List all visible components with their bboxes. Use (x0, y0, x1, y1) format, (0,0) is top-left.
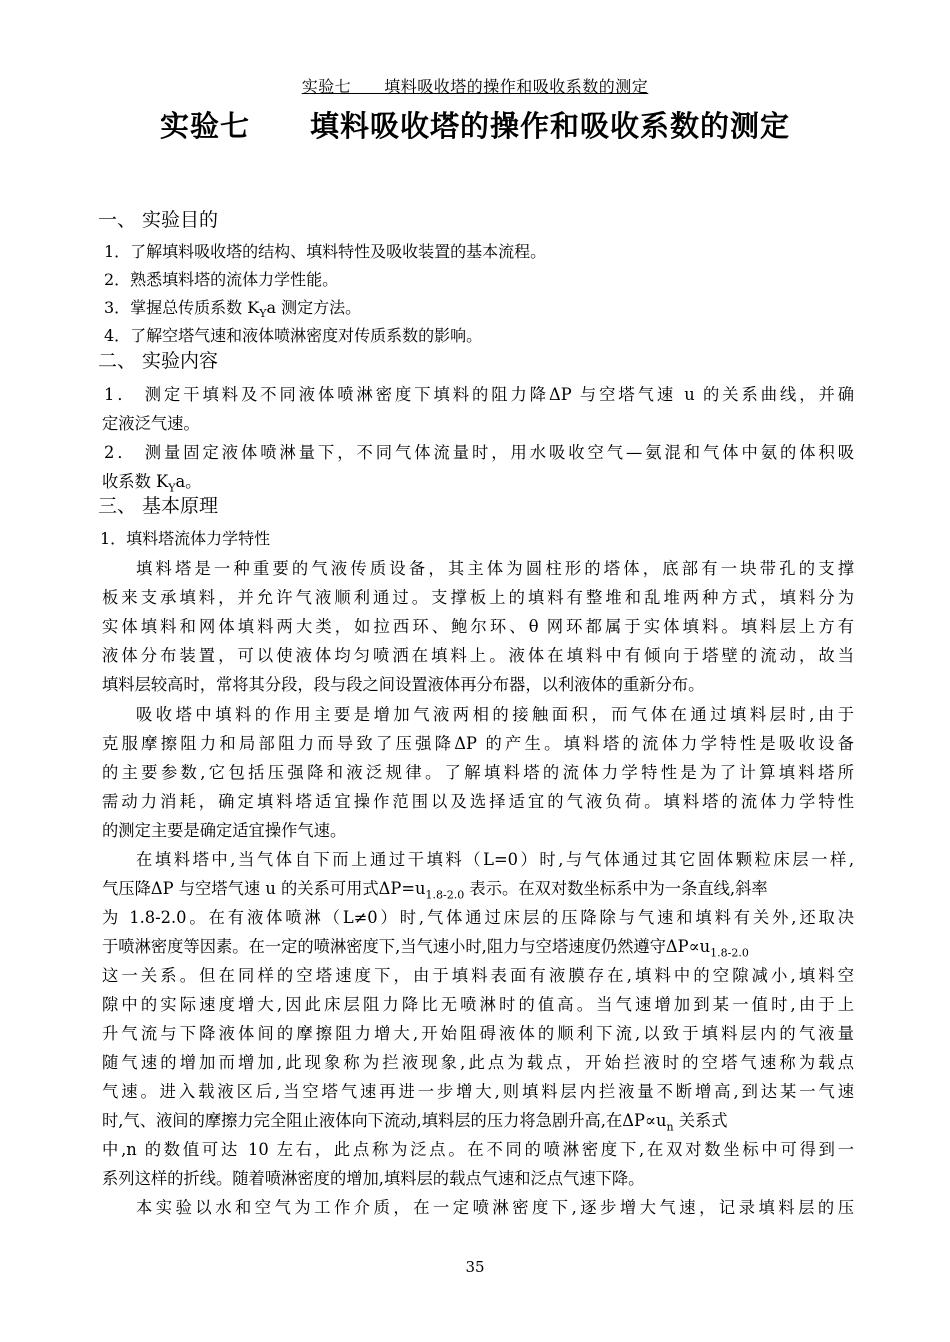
paragraph-line: 这一关系。但在同样的空塔速度下，由于填料表面有液膜存在,填料中的空隙减小,填料空 (102, 966, 854, 985)
paragraph-line: 板来支承填料，并允许气液顺利通过。支撑板上的填料有整堆和乱堆两种方式，填料分为 (102, 588, 854, 607)
paragraph-line: 填料塔是一种重要的气液传质设备，其主体为圆柱形的塔体，底部有一块带孔的支撑 (136, 559, 854, 578)
page-title: 实验七 填料吸收塔的操作和吸收系数的测定 (159, 109, 790, 143)
paragraph-line: 的主要参数,它包括压强降和液泛规律。了解填料塔的流体力学特性是为了计算填料塔所 (102, 763, 854, 782)
paragraph-line: 升气流与下降液体间的摩擦阻力增大,开始阻碍液体的顺利下流,以致于填料层内的气液量 (102, 1024, 854, 1043)
paragraph-line: 在填料塔中,当气体自下而上通过干填料（L=0）时,与气体通过其它固体颗粒床层一样, (136, 850, 854, 869)
paragraph-line: 本实验以水和空气为工作介质，在一定喷淋密度下,逐步增大气速，记录填料层的压 (136, 1198, 854, 1217)
objective-item: 1．了解填料吸收塔的结构、填料特性及吸收装置的基本流程。 (104, 242, 547, 261)
subsection-heading: 1．填料塔流体力学特性 (100, 529, 271, 548)
objective-item: 2．熟悉填料塔的流体力学性能。 (104, 270, 339, 289)
paragraph-line: 填料层较高时，常将其分段，段与段之间设置液体再分布器，以利液体的重新分布。 (102, 675, 705, 694)
section-heading-objectives: 一、 实验目的 (98, 209, 219, 231)
running-header: 实验七 填料吸收塔的操作和吸收系数的测定 (301, 77, 649, 96)
content-line: 1． 测定干填料及不同液体喷淋密度下填料的阻力降ΔP 与空塔气速 u 的关系曲线，并确 (104, 385, 854, 404)
objective-item: 3．掌握总传质系数 $K_Ya$ 测定方法。 (104, 298, 362, 321)
paragraph-line: 需动力消耗，确定填料塔适宜操作范围以及选择适宜的气液负荷。填料塔的流体力学特性 (102, 792, 854, 811)
paragraph-line: 克服摩擦阻力和局部阻力而导致了压强降ΔP 的产生。填料塔的流体力学特性是吸收设备 (102, 734, 854, 753)
page-number: 35 (465, 1258, 485, 1276)
content-line: 收系数 $K_Ya$。 (102, 472, 202, 495)
paragraph-line: 隙中的实际速度增大,因此床层阻力降比无喷淋时的值高。当气速增加到某一值时,由于上 (102, 995, 854, 1014)
paragraph-line: 气速。进入载液区后,当空塔气速再进一步增大,则填料层内拦液量不断增高,到达某一气速 (102, 1082, 854, 1101)
paragraph-line: 实体填料和网体填料两大类，如拉西环、鲍尔环、θ 网环都属于实体填料。填料层上方有 (102, 617, 854, 636)
paragraph-line: 于喷淋密度等因素。在一定的喷淋密度下,当气速小时,阻力与空塔速度仍然遵守$\Delta P\propto u_{1.8-2.0}$ (102, 937, 749, 960)
paragraph-line: 液体分布装置，可以使液体均匀喷洒在填料上。液体在填料中有倾向于塔壁的流动，故当 (102, 646, 854, 665)
section-heading-principle: 三、 基本原理 (98, 495, 219, 517)
paragraph-line: 气压降ΔP 与空塔气速 u 的关系可用式$\Delta P=u_{1.8-2.0}$ 表示。在双对数坐标系中为一条直线,斜率 (102, 879, 768, 902)
paragraph-line: 的测定主要是确定适宜操作气速。 (102, 821, 347, 840)
content-line: 定液泛气速。 (102, 414, 200, 433)
paragraph-line: 为 1.8-2.0。在有液体喷淋（L≠0）时,气体通过床层的压降除与气速和填料有关外,还取决 (102, 908, 854, 927)
objective-item: 4．了解空塔气速和液体喷淋密度对传质系数的影响。 (104, 326, 483, 345)
paragraph-line: 吸收塔中填料的作用主要是增加气液两相的接触面积，而气体在通过填料层时,由于 (136, 705, 854, 724)
paragraph-line: 时,气、液间的摩擦力完全阻止液体向下流动,填料层的压力将急剧升高,在$\Delta P\propto u_n$ 关系式 (102, 1111, 728, 1134)
content-line: 2． 测量固定液体喷淋量下，不同气体流量时，用水吸收空气—氨混和气体中氨的体积吸 (104, 443, 854, 462)
paragraph-line: 系列这样的折线。随着喷淋密度的增加,填料层的载点气速和泛点气速下降。 (102, 1169, 645, 1188)
paragraph-line: 随气速的增加而增加,此现象称为拦液现象,此点为载点，开始拦液时的空塔气速称为载点 (102, 1053, 854, 1072)
section-heading-contents: 二、 实验内容 (98, 350, 219, 372)
paragraph-line: 中,n 的数值可达 10 左右，此点称为泛点。在不同的喷淋密度下,在双对数坐标中可得到一 (102, 1140, 854, 1159)
